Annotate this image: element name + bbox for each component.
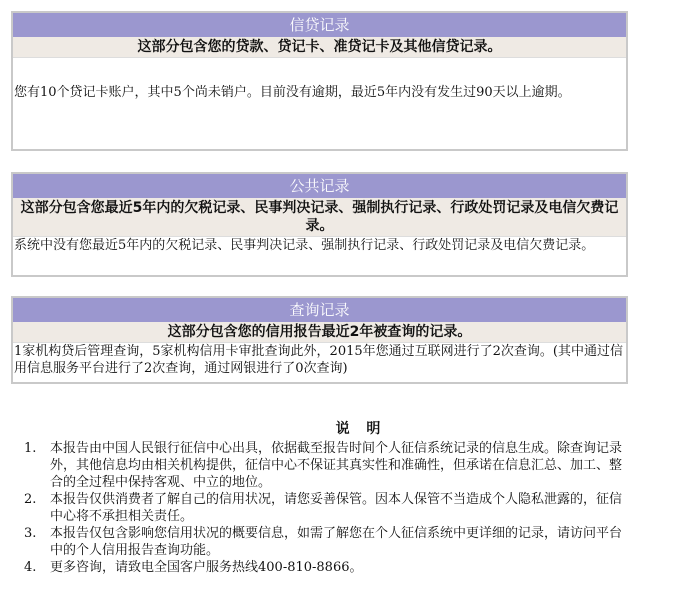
public-record-summary: 系统中没有您最近5年内的欠税记录、民事判决记录、强制执行记录、行政处罚记录及电信欠费记录。 bbox=[14, 238, 595, 253]
note-text: 本报告仅供消费者了解自己的信用状况，请您妥善保管。因本人保管不当造成个人隐私泄露的，征信中心将不承担相关责任。 bbox=[50, 492, 623, 524]
notes-section bbox=[24, 420, 628, 576]
note-number: 3. bbox=[24, 526, 37, 541]
note-item bbox=[24, 440, 628, 491]
note-item bbox=[24, 491, 628, 525]
notes-title: 说 明 bbox=[335, 421, 387, 437]
note-text: 本报告由中国人民银行征信中心出具，依据截至报告时间个人征信系统记录的信息生成。除查询记录外，其他信息均由相关机构提供，征信中心不保证其真实性和准确性，但承诺在信息汇总、加工、整合的全过程中保持客观、中立的地位。 bbox=[50, 441, 623, 490]
inquiry-record-title: 查询记录 bbox=[13, 298, 626, 322]
credit-record-summary: 您有10个贷记卡账户，其中5个尚未销户。目前没有逾期，最近5年内没有发生过90天以上逾期。 bbox=[14, 85, 571, 100]
note-number: 1. bbox=[24, 441, 37, 456]
inquiry-record-summary: 1家机构贷后管理查询，5家机构信用卡审批查询此外，2015年您通过互联网进行了2次查询。(其中通过信用信息服务平台进行了2次查询，通过网银进行了0次查询) bbox=[14, 344, 623, 376]
note-text: 更多咨询，请致电全国客户服务热线400-810-8866。 bbox=[50, 560, 363, 575]
public-record-title: 公共记录 bbox=[13, 174, 626, 198]
public-record-subtitle: 这部分包含您最近5年内的欠税记录、民事判决记录、强制执行记录、行政处罚记录及电信欠费记录。 bbox=[13, 198, 626, 237]
inquiry-record-subtitle: 这部分包含您的信用报告最近2年被查询的记录。 bbox=[13, 322, 626, 343]
credit-record-subtitle: 这部分包含您的贷款、贷记卡、准贷记卡及其他信贷记录。 bbox=[13, 37, 626, 58]
note-item bbox=[24, 559, 628, 576]
inquiry-record-section bbox=[11, 296, 628, 384]
notes-list bbox=[24, 440, 628, 576]
note-number: 2. bbox=[24, 492, 37, 507]
note-text: 本报告仅包含影响您信用状况的概要信息，如需了解您在个人征信系统中更详细的记录，请访问平台中的个人信用报告查询功能。 bbox=[50, 526, 623, 558]
credit-record-section bbox=[11, 11, 628, 151]
note-item bbox=[24, 525, 628, 559]
note-number: 4. bbox=[24, 560, 37, 575]
credit-record-title: 信贷记录 bbox=[13, 13, 626, 37]
public-record-section bbox=[11, 172, 628, 277]
